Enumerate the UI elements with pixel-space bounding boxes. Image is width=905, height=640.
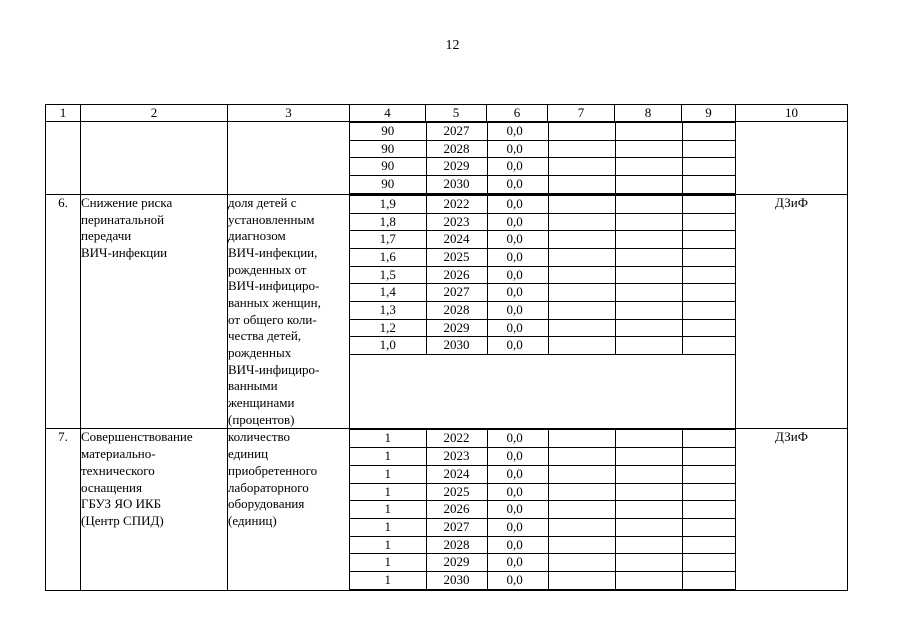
value-row bbox=[350, 483, 736, 501]
funding-value: 0,0 bbox=[487, 430, 548, 448]
target-value: 1,4 bbox=[350, 284, 426, 302]
indicator-line: установленным bbox=[228, 211, 315, 227]
indicator-cell bbox=[228, 122, 350, 195]
funding-value: 0,0 bbox=[487, 483, 548, 501]
empty-cell bbox=[615, 158, 682, 176]
empty-cell bbox=[548, 195, 615, 213]
empty-cell bbox=[615, 284, 682, 302]
year: 2029 bbox=[426, 554, 487, 572]
task-line: передачи bbox=[81, 228, 132, 244]
empty-cell bbox=[548, 319, 615, 337]
empty-cell bbox=[548, 176, 615, 194]
value-row bbox=[350, 123, 736, 141]
indicators-table bbox=[45, 104, 848, 591]
empty-cell bbox=[548, 123, 615, 141]
empty-cell bbox=[682, 465, 736, 483]
indicator-line: ВИЧ-инфекции, bbox=[228, 244, 318, 260]
year: 2030 bbox=[426, 176, 487, 194]
year: 2022 bbox=[426, 195, 487, 213]
indicator-line: ванными bbox=[228, 378, 278, 394]
value-row bbox=[350, 536, 736, 554]
yearly-values bbox=[350, 195, 736, 355]
empty-cell bbox=[615, 123, 682, 141]
funding-value: 0,0 bbox=[487, 123, 548, 141]
column-header: 6 bbox=[487, 105, 548, 122]
empty-cell bbox=[615, 483, 682, 501]
empty-cell bbox=[682, 248, 736, 266]
task-line: оснащения bbox=[81, 479, 142, 495]
empty-cell bbox=[682, 572, 736, 590]
target-value: 1 bbox=[350, 572, 426, 590]
indicator-cell bbox=[228, 194, 350, 429]
value-row bbox=[350, 337, 736, 355]
empty-cell bbox=[682, 448, 736, 466]
empty-cell bbox=[682, 319, 736, 337]
indicator-line: ванных женщин, bbox=[228, 294, 321, 310]
value-row bbox=[350, 518, 736, 536]
funding-value: 0,0 bbox=[487, 140, 548, 158]
year: 2027 bbox=[426, 123, 487, 141]
yearly-values bbox=[350, 429, 736, 589]
funding-value: 0,0 bbox=[487, 266, 548, 284]
year: 2029 bbox=[426, 319, 487, 337]
year: 2025 bbox=[426, 248, 487, 266]
indicator-line: приобретенного bbox=[228, 462, 318, 478]
indicator-line: оборудования bbox=[228, 496, 305, 512]
value-row bbox=[350, 465, 736, 483]
empty-cell bbox=[615, 536, 682, 554]
target-value: 1,8 bbox=[350, 213, 426, 231]
empty-cell bbox=[548, 337, 615, 355]
target-value: 1,5 bbox=[350, 266, 426, 284]
empty-cell bbox=[682, 158, 736, 176]
value-row bbox=[350, 176, 736, 194]
empty-cell bbox=[615, 195, 682, 213]
funding-value: 0,0 bbox=[487, 195, 548, 213]
year: 2026 bbox=[426, 501, 487, 519]
yearly-values bbox=[350, 122, 736, 194]
indicator-cell bbox=[228, 429, 350, 590]
empty-cell bbox=[682, 266, 736, 284]
year: 2029 bbox=[426, 158, 487, 176]
indicator-line: ВИЧ-инфициро- bbox=[228, 278, 320, 294]
empty-cell bbox=[615, 176, 682, 194]
year: 2028 bbox=[426, 536, 487, 554]
empty-cell bbox=[548, 231, 615, 249]
empty-cell bbox=[682, 501, 736, 519]
responsible-cell: ДЗиФ bbox=[736, 429, 848, 590]
empty-cell bbox=[548, 554, 615, 572]
empty-cell bbox=[548, 430, 615, 448]
target-value: 1 bbox=[350, 430, 426, 448]
funding-value: 0,0 bbox=[487, 248, 548, 266]
indicator-line: диагнозом bbox=[228, 228, 286, 244]
page-number: 12 bbox=[445, 38, 460, 53]
empty-cell bbox=[615, 213, 682, 231]
values-cell bbox=[350, 122, 736, 195]
year: 2023 bbox=[426, 448, 487, 466]
task-line: технического bbox=[81, 462, 155, 478]
column-header: 3 bbox=[228, 105, 350, 122]
task-cell bbox=[81, 429, 228, 590]
indicator-line: количество bbox=[228, 429, 291, 445]
column-header: 1 bbox=[46, 105, 81, 122]
year: 2025 bbox=[426, 483, 487, 501]
target-value: 90 bbox=[350, 140, 426, 158]
table-row bbox=[46, 194, 848, 429]
funding-value: 0,0 bbox=[487, 448, 548, 466]
target-value: 1,2 bbox=[350, 319, 426, 337]
empty-cell bbox=[615, 465, 682, 483]
indicator-line: женщинами bbox=[228, 395, 295, 411]
task-line: Снижение риска bbox=[81, 194, 173, 210]
column-header: 2 bbox=[81, 105, 228, 122]
empty-cell bbox=[548, 465, 615, 483]
empty-cell bbox=[548, 483, 615, 501]
column-header: 10 bbox=[736, 105, 848, 122]
row-number: 6. bbox=[46, 194, 81, 429]
funding-value: 0,0 bbox=[487, 158, 548, 176]
empty-cell bbox=[682, 483, 736, 501]
task-line: (Центр СПИД) bbox=[81, 512, 164, 528]
empty-cell bbox=[682, 195, 736, 213]
task-line: Совершенствование bbox=[81, 429, 193, 445]
target-value: 1,9 bbox=[350, 195, 426, 213]
responsible-cell bbox=[736, 122, 848, 195]
target-value: 1,3 bbox=[350, 302, 426, 320]
empty-cell bbox=[682, 123, 736, 141]
target-value: 1,0 bbox=[350, 337, 426, 355]
values-cell bbox=[350, 194, 736, 429]
empty-cell bbox=[548, 266, 615, 284]
funding-value: 0,0 bbox=[487, 536, 548, 554]
target-value: 90 bbox=[350, 158, 426, 176]
funding-value: 0,0 bbox=[487, 554, 548, 572]
empty-cell bbox=[548, 213, 615, 231]
value-row bbox=[350, 231, 736, 249]
target-value: 90 bbox=[350, 176, 426, 194]
value-row bbox=[350, 213, 736, 231]
empty-cell bbox=[548, 158, 615, 176]
target-value: 1 bbox=[350, 465, 426, 483]
empty-cell bbox=[682, 231, 736, 249]
empty-cell bbox=[615, 554, 682, 572]
funding-value: 0,0 bbox=[487, 501, 548, 519]
empty-cell bbox=[548, 518, 615, 536]
empty-cell bbox=[615, 448, 682, 466]
column-header: 4 bbox=[350, 105, 426, 122]
target-value: 1 bbox=[350, 518, 426, 536]
indicator-line: чества детей, bbox=[228, 328, 302, 344]
empty-cell bbox=[615, 266, 682, 284]
funding-value: 0,0 bbox=[487, 302, 548, 320]
year: 2026 bbox=[426, 266, 487, 284]
task-cell bbox=[81, 194, 228, 429]
task-line: перинатальной bbox=[81, 211, 165, 227]
target-value: 1 bbox=[350, 554, 426, 572]
target-value: 1,6 bbox=[350, 248, 426, 266]
empty-cell bbox=[548, 448, 615, 466]
indicator-line: рожденных bbox=[228, 345, 292, 360]
funding-value: 0,0 bbox=[487, 518, 548, 536]
continuation-row bbox=[46, 122, 848, 195]
year: 2027 bbox=[426, 284, 487, 302]
target-value: 1 bbox=[350, 483, 426, 501]
empty-cell bbox=[615, 140, 682, 158]
year: 2022 bbox=[426, 430, 487, 448]
empty-cell bbox=[615, 302, 682, 320]
empty-cell bbox=[682, 554, 736, 572]
indicator-line: от общего коли- bbox=[228, 311, 317, 327]
empty-cell bbox=[615, 572, 682, 590]
value-row bbox=[350, 319, 736, 337]
values-cell bbox=[350, 429, 736, 590]
year: 2027 bbox=[426, 518, 487, 536]
funding-value: 0,0 bbox=[487, 465, 548, 483]
responsible-cell: ДЗиФ bbox=[736, 194, 848, 429]
empty-cell bbox=[548, 536, 615, 554]
empty-cell bbox=[682, 337, 736, 355]
year: 2030 bbox=[426, 337, 487, 355]
funding-value: 0,0 bbox=[487, 284, 548, 302]
value-row bbox=[350, 430, 736, 448]
target-value: 1 bbox=[350, 448, 426, 466]
empty-cell bbox=[682, 430, 736, 448]
target-value: 90 bbox=[350, 123, 426, 141]
row-number: 7. bbox=[46, 429, 81, 590]
indicator-line: единиц bbox=[228, 446, 269, 462]
indicator-line: лабораторного bbox=[228, 479, 309, 495]
value-row bbox=[350, 248, 736, 266]
task-cell bbox=[81, 122, 228, 195]
empty-cell bbox=[682, 213, 736, 231]
value-row bbox=[350, 266, 736, 284]
column-header: 7 bbox=[548, 105, 615, 122]
empty-cell bbox=[682, 536, 736, 554]
empty-cell bbox=[615, 430, 682, 448]
empty-cell bbox=[682, 140, 736, 158]
empty-cell bbox=[548, 248, 615, 266]
indicator-line: (единиц) bbox=[228, 512, 277, 528]
year: 2028 bbox=[426, 302, 487, 320]
funding-value: 0,0 bbox=[487, 176, 548, 194]
funding-value: 0,0 bbox=[487, 319, 548, 337]
empty-cell bbox=[548, 572, 615, 590]
empty-cell bbox=[682, 176, 736, 194]
year: 2024 bbox=[426, 231, 487, 249]
task-line: ВИЧ-инфекции bbox=[81, 244, 168, 260]
column-header: 9 bbox=[682, 105, 736, 122]
empty-cell bbox=[615, 231, 682, 249]
empty-cell bbox=[682, 302, 736, 320]
column-header: 8 bbox=[615, 105, 682, 122]
indicator-line: рожденных от bbox=[228, 261, 307, 277]
value-row bbox=[350, 140, 736, 158]
table-row bbox=[46, 429, 848, 590]
indicator-line: ВИЧ-инфициро- bbox=[228, 361, 320, 377]
indicator-line: доля детей с bbox=[228, 194, 297, 210]
empty-cell bbox=[615, 248, 682, 266]
value-row bbox=[350, 501, 736, 519]
empty-cell bbox=[548, 284, 615, 302]
empty-cell bbox=[682, 518, 736, 536]
empty-cell bbox=[615, 337, 682, 355]
year: 2024 bbox=[426, 465, 487, 483]
target-value: 1 bbox=[350, 501, 426, 519]
empty-cell bbox=[548, 501, 615, 519]
funding-value: 0,0 bbox=[487, 572, 548, 590]
value-row bbox=[350, 572, 736, 590]
value-row bbox=[350, 302, 736, 320]
year: 2028 bbox=[426, 140, 487, 158]
indicator-line: (процентов) bbox=[228, 411, 295, 427]
empty-cell bbox=[615, 319, 682, 337]
funding-value: 0,0 bbox=[487, 337, 548, 355]
empty-cell bbox=[615, 501, 682, 519]
funding-value: 0,0 bbox=[487, 231, 548, 249]
empty-cell bbox=[548, 140, 615, 158]
year: 2030 bbox=[426, 572, 487, 590]
row-number bbox=[46, 122, 81, 195]
value-row bbox=[350, 448, 736, 466]
funding-value: 0,0 bbox=[487, 213, 548, 231]
empty-cell bbox=[548, 302, 615, 320]
value-row bbox=[350, 158, 736, 176]
year: 2023 bbox=[426, 213, 487, 231]
value-row bbox=[350, 195, 736, 213]
target-value: 1 bbox=[350, 536, 426, 554]
target-value: 1,7 bbox=[350, 231, 426, 249]
header-row bbox=[46, 105, 848, 122]
value-row bbox=[350, 554, 736, 572]
value-row bbox=[350, 284, 736, 302]
column-header: 5 bbox=[426, 105, 487, 122]
task-line: материально- bbox=[81, 446, 156, 462]
task-line: ГБУЗ ЯО ИКБ bbox=[81, 496, 162, 512]
empty-cell bbox=[615, 518, 682, 536]
empty-cell bbox=[682, 284, 736, 302]
